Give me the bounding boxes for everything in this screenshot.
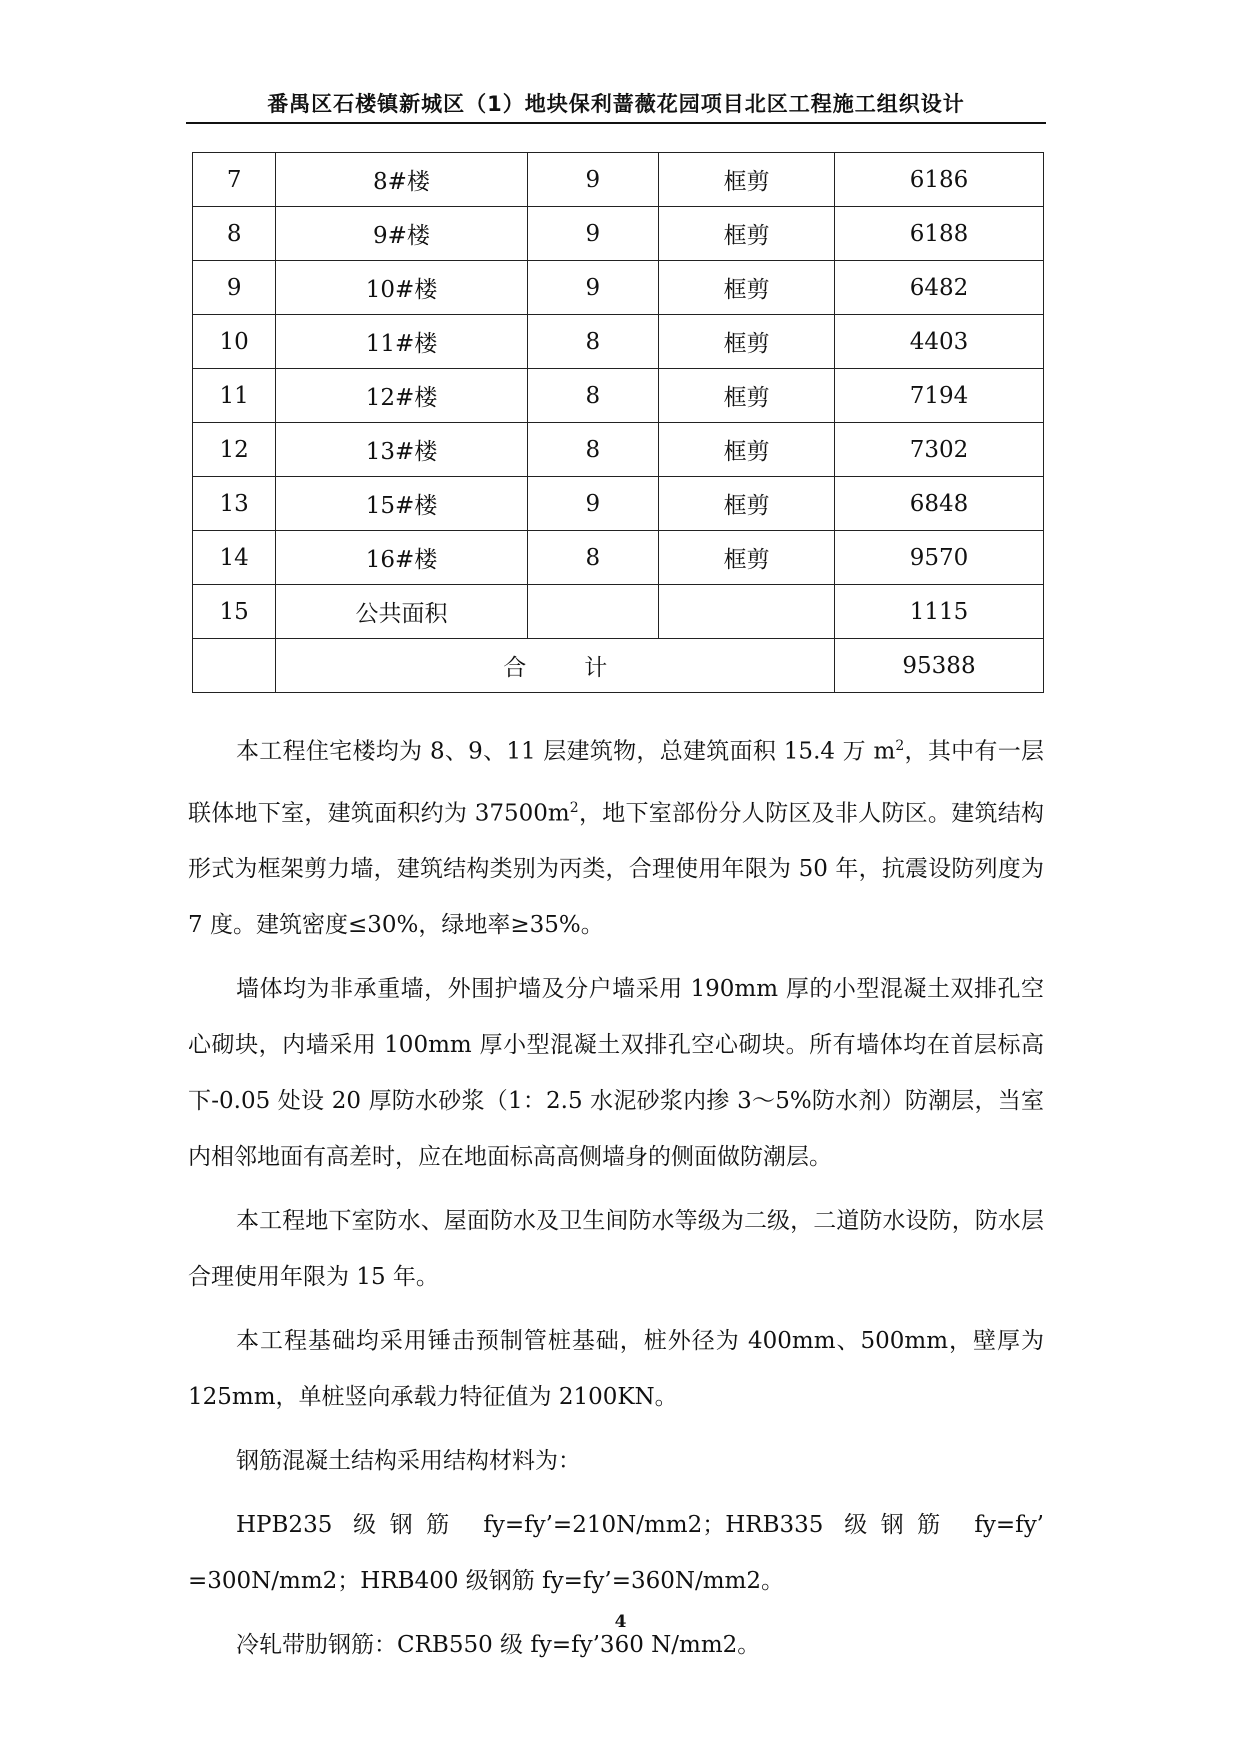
cell-structure: 框剪 <box>659 153 835 207</box>
page-number: 4 <box>614 1612 627 1632</box>
p1-part-a: 本工程住宅楼均为 8、9、11 层建筑物，总建筑面积 15.4 万 m <box>236 738 896 765</box>
paragraph-building-overview <box>188 718 1044 953</box>
cell-name: 16#楼 <box>276 531 527 585</box>
cell-name: 15#楼 <box>276 477 527 531</box>
cell-structure: 框剪 <box>659 315 835 369</box>
cell-area: 6188 <box>834 207 1043 261</box>
paragraph-walls: 墙体均为非承重墙，外围护墙及分户墙采用 190mm 厚的小型混凝土双排孔空心砌块，内墙采用 100mm 厚小型混凝土双排孔空心砌块。所有墙体均在首层标高下-0.05 处设 20 厚防水砂浆（1：2.5 水泥砂浆内掺 3～5%防水剂）防潮层，当室内相邻地面有高差时，应在地面标高高侧墙身的侧面做防潮层。 <box>188 976 1044 1171</box>
cell-area: 6482 <box>834 261 1043 315</box>
paragraph-cold-rolled-rebar: 冷轧带肋钢筋：CRB550 级 fy=fy’360 N/mm2。 <box>236 1632 761 1659</box>
cell-area: 4403 <box>834 315 1043 369</box>
cell-structure: 框剪 <box>659 207 835 261</box>
p1-part-b: ，其中有一层联体地下室，建筑面积约为 37500m <box>188 738 1045 827</box>
cell-no: 7 <box>193 153 276 207</box>
table-total-row <box>193 639 1044 693</box>
paragraph-rebar-grades: HPB235 级钢筋 fy=fy’=210N/mm2；HRB335 级钢筋 fy=fy’ =300N/mm2；HRB400 级钢筋 fy=fy’=360N/mm2。 <box>188 1512 1044 1595</box>
cell-floors: 9 <box>527 477 659 531</box>
p1-sup-2: 2 <box>569 799 579 816</box>
total-value: 95388 <box>834 639 1043 693</box>
cell-no: 13 <box>193 477 276 531</box>
cell-name: 11#楼 <box>276 315 527 369</box>
total-label <box>276 639 835 693</box>
cell-name: 10#楼 <box>276 261 527 315</box>
cell-floors <box>527 585 659 639</box>
cell-area: 6186 <box>834 153 1043 207</box>
table-row <box>193 585 1044 639</box>
cell-name: 13#楼 <box>276 423 527 477</box>
cell-floors: 8 <box>527 423 659 477</box>
table-row <box>193 315 1044 369</box>
table-row <box>193 477 1044 531</box>
table-row <box>193 153 1044 207</box>
table-row <box>193 369 1044 423</box>
building-area-table <box>192 152 1044 693</box>
cell-floors: 8 <box>527 369 659 423</box>
cell-structure: 框剪 <box>659 477 835 531</box>
cell-floors: 9 <box>527 207 659 261</box>
cell-no: 9 <box>193 261 276 315</box>
cell-area: 1115 <box>834 585 1043 639</box>
cell-structure: 框剪 <box>659 261 835 315</box>
table-row <box>193 423 1044 477</box>
cell-empty <box>193 639 276 693</box>
cell-area: 7302 <box>834 423 1043 477</box>
p1-sup-1: 2 <box>895 738 905 754</box>
cell-no: 15 <box>193 585 276 639</box>
cell-structure: 框剪 <box>659 369 835 423</box>
cell-no: 11 <box>193 369 276 423</box>
table-row <box>193 531 1044 585</box>
cell-no: 12 <box>193 423 276 477</box>
cell-name: 公共面积 <box>276 585 527 639</box>
cell-name: 9#楼 <box>276 207 527 261</box>
cell-floors: 9 <box>527 261 659 315</box>
paragraph-materials-intro: 钢筋混凝土结构采用结构材料为： <box>236 1448 581 1475</box>
cell-floors: 8 <box>527 531 659 585</box>
cell-structure <box>659 585 835 639</box>
cell-name: 8#楼 <box>276 153 527 207</box>
cell-area: 6848 <box>834 477 1043 531</box>
p1-part-c: ，地下室部份分人防区及非人防区。建筑结构形式为框架剪力墙，建筑结构类别为丙类，合理使用年限为 50 年，抗震设防列度为 7 度。建筑密度≤30%，绿地率≥35%。 <box>188 800 1044 939</box>
cell-area: 9570 <box>834 531 1043 585</box>
total-label-a: 合 <box>503 655 527 681</box>
table-row <box>193 261 1044 315</box>
header-rule <box>186 122 1046 124</box>
cell-no: 8 <box>193 207 276 261</box>
cell-area: 7194 <box>834 369 1043 423</box>
cell-floors: 9 <box>527 153 659 207</box>
cell-name: 12#楼 <box>276 369 527 423</box>
table-row <box>193 207 1044 261</box>
total-label-b: 计 <box>584 655 608 681</box>
page-header-title: 番禺区石楼镇新城区（1）地块保利蔷薇花园项目北区工程施工组织设计 <box>267 92 965 116</box>
cell-no: 14 <box>193 531 276 585</box>
paragraph-foundation: 本工程基础均采用锤击预制管桩基础，桩外径为 400mm、500mm，壁厚为 125mm，单桩竖向承载力特征值为 2100KN。 <box>188 1328 1044 1411</box>
body-text <box>188 718 1044 1673</box>
cell-structure: 框剪 <box>659 531 835 585</box>
cell-no: 10 <box>193 315 276 369</box>
paragraph-waterproofing: 本工程地下室防水、屋面防水及卫生间防水等级为二级，二道防水设防，防水层合理使用年限为 15 年。 <box>188 1208 1044 1291</box>
cell-structure: 框剪 <box>659 423 835 477</box>
cell-floors: 8 <box>527 315 659 369</box>
